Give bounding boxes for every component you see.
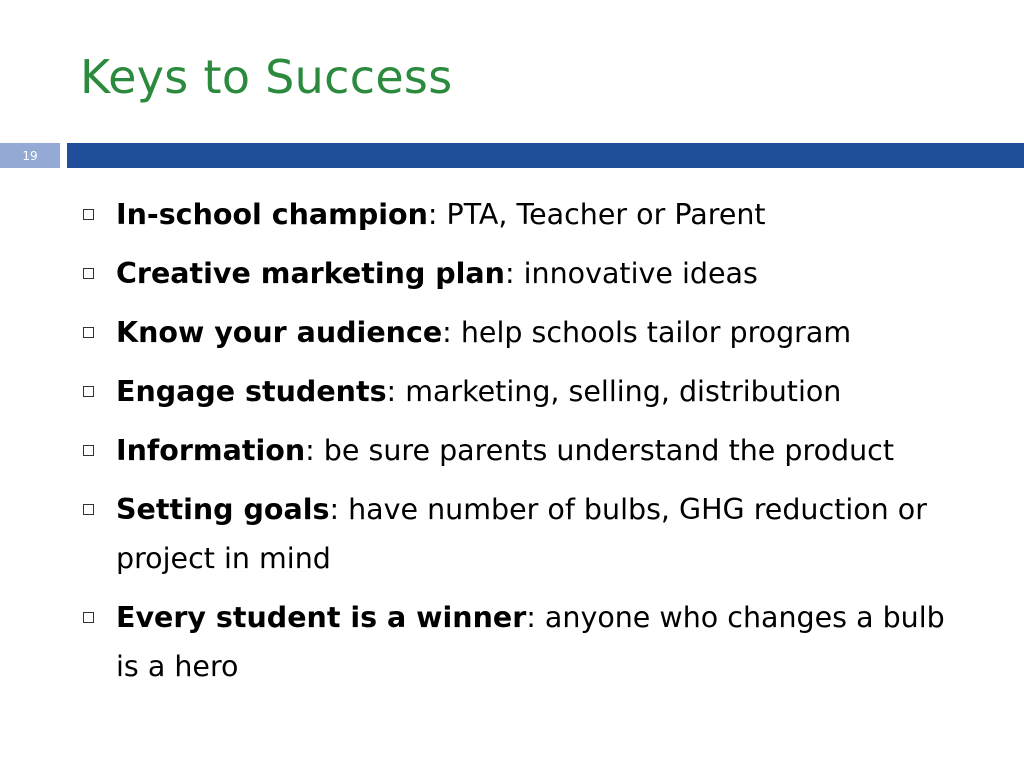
bullet-item <box>80 485 960 583</box>
bullet-text: PTA, Teacher or Parent <box>437 198 766 231</box>
bullet-item <box>80 593 960 691</box>
hollow-square-icon <box>83 504 94 515</box>
bullet-text: help schools tailor program <box>451 316 852 349</box>
bullet-text: be sure parents understand the product <box>314 434 895 467</box>
bullet-text: have number of bulbs, GHG reduction or project in mind <box>116 493 927 575</box>
hollow-square-icon <box>83 445 94 456</box>
hollow-square-icon <box>83 327 94 338</box>
bullet-item <box>80 190 960 239</box>
bullet-term: Know your audience <box>116 316 443 349</box>
bullet-item <box>80 367 960 416</box>
bullet-term: Engage students <box>116 375 387 408</box>
bullet-term: Information <box>116 434 306 467</box>
bullet-term: Creative marketing plan <box>116 257 505 290</box>
hollow-square-icon <box>83 209 94 220</box>
title-divider-bar <box>67 143 1024 168</box>
bullet-item <box>80 308 960 357</box>
hollow-square-icon <box>83 386 94 397</box>
bullet-separator: : <box>305 434 315 467</box>
bullet-separator: : <box>526 601 536 634</box>
bullet-separator: : <box>329 493 340 526</box>
bullet-text: innovative ideas <box>514 257 758 290</box>
bullet-item <box>80 249 960 298</box>
bullet-separator: : <box>386 375 397 408</box>
hollow-square-icon <box>83 268 94 279</box>
bullet-separator: : <box>442 316 452 349</box>
slide-title: Keys to Success <box>80 50 453 104</box>
bullet-term: Setting goals <box>116 493 330 526</box>
bullet-separator: : <box>427 198 438 231</box>
bullet-term: In-school champion <box>116 198 428 231</box>
bullet-text: marketing, selling, distribution <box>396 375 842 408</box>
bullet-text: anyone who changes a bulb is a hero <box>116 601 945 683</box>
bullet-item <box>80 426 960 475</box>
hollow-square-icon <box>83 612 94 623</box>
bullet-list <box>80 190 960 701</box>
bullet-term: Every student is a winner <box>116 601 527 634</box>
slide-number-badge: 19 <box>0 143 60 168</box>
bullet-separator: : <box>504 257 515 290</box>
